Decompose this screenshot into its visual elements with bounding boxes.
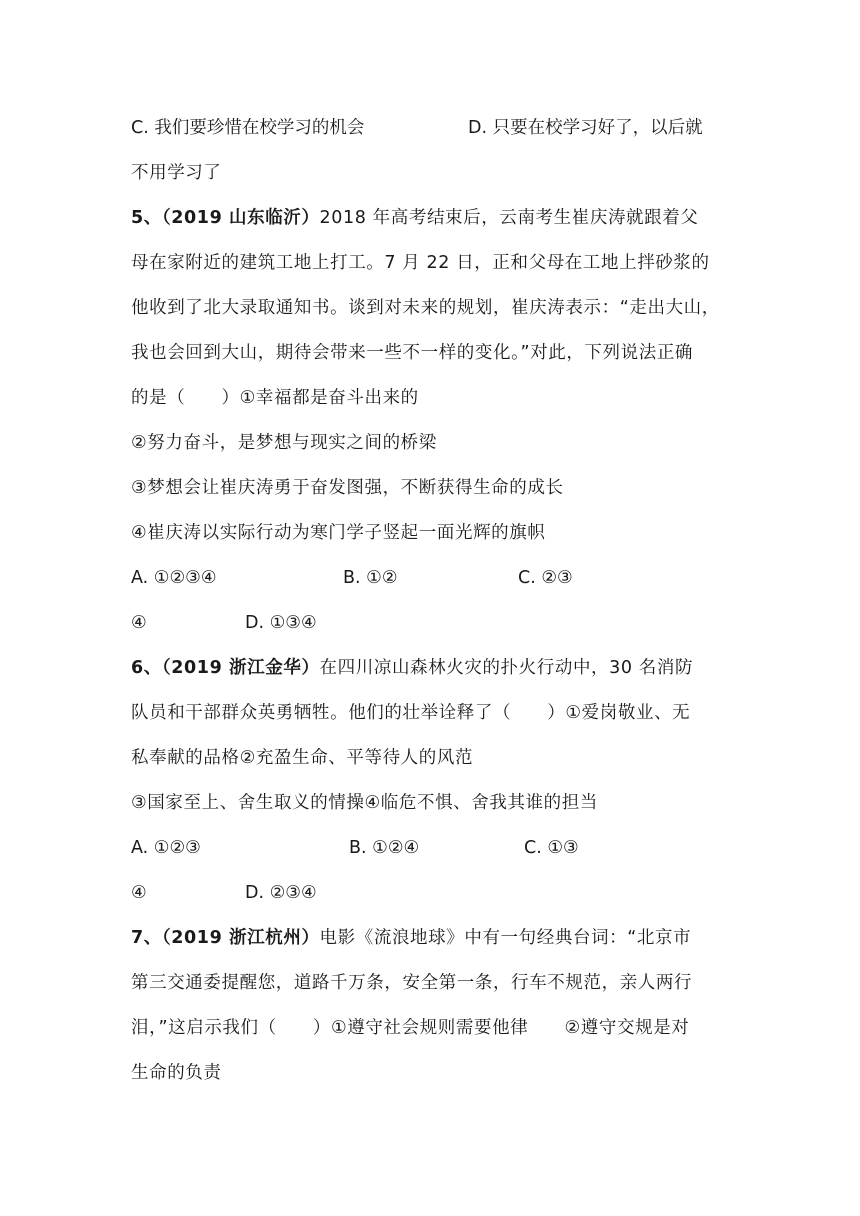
q5-stem-line-1 [131, 206, 698, 230]
q5-stem-line-3: 他收到了北大录取通知书。谈到对未来的规划，崔庆涛表示：“走出大山， [131, 298, 720, 318]
q4-option-d-wrap: 不用学习了 [131, 163, 222, 183]
q6-option-d: D. ②③④ [245, 883, 317, 903]
q6-statement-line: ③国家至上、舍生取义的情操④临危不惧、舍我其谁的担当 [131, 793, 598, 813]
q6-stem-text: 在四川凉山森林火灾的扑火行动中，30 名消防 [319, 658, 694, 678]
q6-option-b: B. ①②④ [349, 838, 420, 858]
q6-option-c-wrap: ④ [131, 883, 147, 903]
q5-option-c: C. ②③ [518, 568, 573, 588]
q7-stem-line-2: 第三交通委提醒您，道路千万条，安全第一条，行车不规范，亲人两行 [131, 973, 693, 993]
q6-stem-line-1 [131, 656, 693, 680]
q5-option-a: A. ①②③④ [131, 568, 217, 588]
q6-stem-line-3: 私奉献的品格②充盈生命、平等待人的风范 [131, 748, 474, 768]
q5-option-b: B. ①② [343, 568, 398, 588]
q5-stem-line-2: 母在家附近的建筑工地上打工。7 月 22 日，正和父母在工地上拌砂浆的 [131, 253, 710, 273]
q5-statement-3: ③梦想会让崔庆涛勇于奋发图强，不断获得生命的成长 [131, 478, 564, 498]
q7-stem-text: 电影《流浪地球》中有一句经典台词：“北京市 [319, 928, 692, 948]
q6-option-a: A. ①②③ [131, 838, 201, 858]
q5-option-c-wrap: ④ [131, 613, 147, 633]
q4-option-d: D. 只要在校学习好了，以后就 [468, 118, 703, 138]
q5-source: （2019 山东临沂） [161, 208, 320, 228]
q5-stem-line-5: 的是（ ）①幸福都是奋斗出来的 [131, 388, 419, 408]
q6-source: （2019 浙江金华） [161, 658, 320, 678]
q6-number: 6、 [131, 658, 162, 678]
q7-number: 7、 [131, 928, 162, 948]
q7-stem-line-3: 泪，”这启示我们（ ）①遵守社会规则需要他律 ②遵守交规是对 [131, 1018, 690, 1038]
q7-source: （2019 浙江杭州） [161, 928, 320, 948]
q7-stem-line-1 [131, 926, 691, 950]
q5-stem-text: 2018 年高考结束后，云南考生崔庆涛就跟着父 [319, 208, 699, 228]
q4-option-c: C. 我们要珍惜在校学习的机会 [131, 118, 365, 138]
q6-stem-line-2: 队员和干部群众英勇牺牲。他们的壮举诠释了（ ）①爱岗敬业、无 [131, 703, 691, 723]
q5-statement-2: ②努力奋斗，是梦想与现实之间的桥梁 [131, 433, 437, 453]
q5-number: 5、 [131, 208, 162, 228]
q5-option-d: D. ①③④ [245, 613, 317, 633]
q7-stem-line-4: 生命的负责 [131, 1063, 222, 1083]
q5-statement-4: ④崔庆涛以实际行动为寒门学子竖起一面光辉的旗帜 [131, 523, 546, 543]
q5-stem-line-4: 我也会回到大山，期待会带来一些不一样的变化。”对此，下列说法正确 [131, 343, 694, 363]
q6-option-c: C. ①③ [524, 838, 579, 858]
